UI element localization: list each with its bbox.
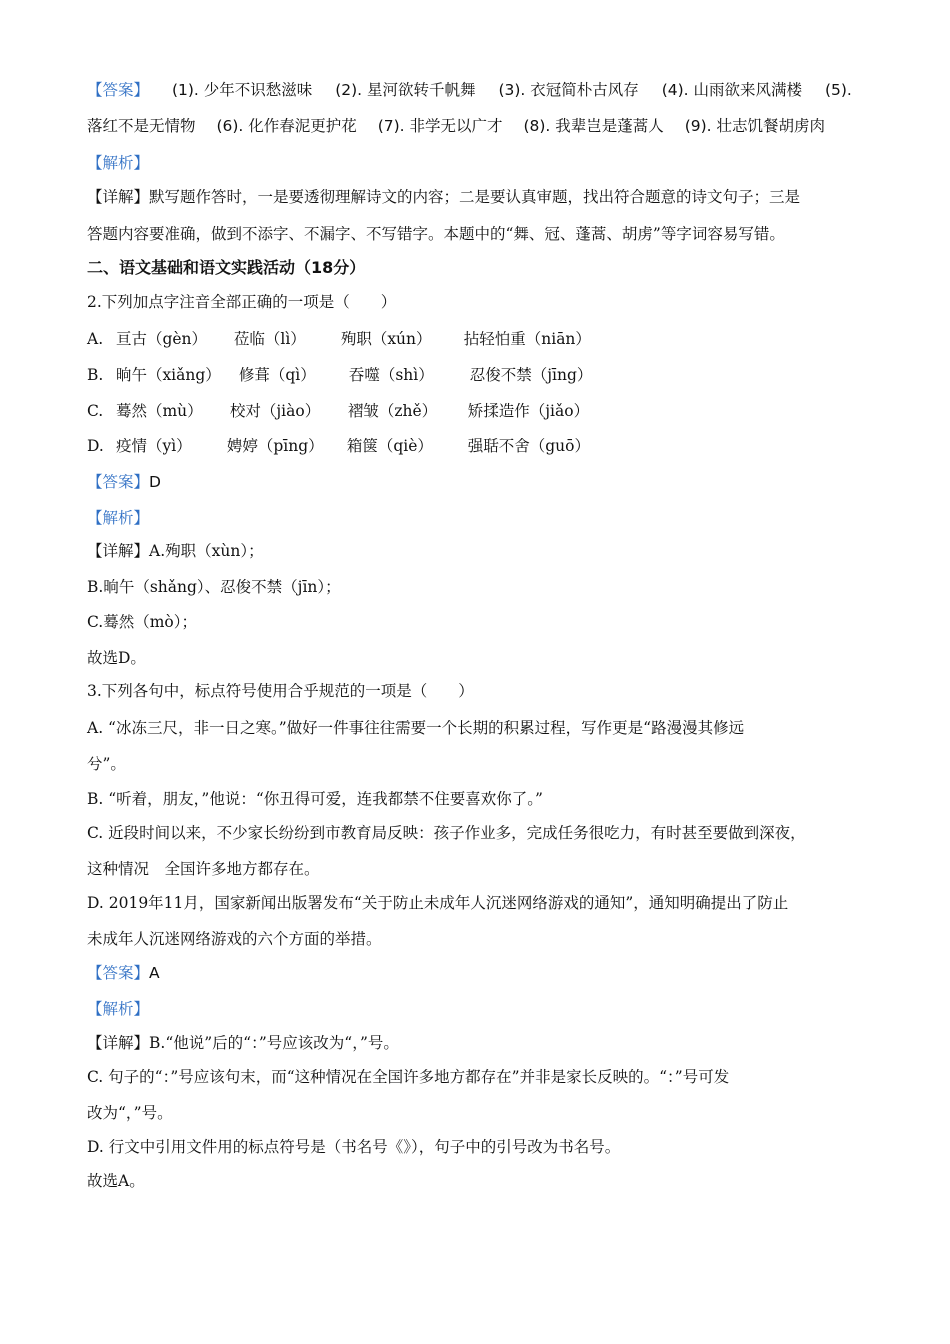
q3-detail-line5: 故选A。 (87, 1172, 145, 1190)
q2-detail-line1 (87, 540, 264, 562)
option-label: B. (87, 366, 104, 384)
q2-answer-line (87, 471, 161, 493)
q1-item-7: (7). 非学无以广才 (377, 117, 503, 135)
option-item: 矫揉造作（jiǎo） (467, 402, 590, 420)
detail-tag: 【详解】 (87, 542, 150, 560)
q2-detail-line3: C.蓦然（mò）； (87, 613, 198, 631)
q1-item-8: (8). 我辈岂是蓬蒿人 (523, 117, 664, 135)
q3-option-d-line2: 未成年人沉迷网络游戏的六个方面的举措。 (87, 930, 382, 948)
option-item: 蓦然（mù） (115, 402, 203, 420)
q1-answer-line2 (87, 115, 825, 137)
q1-item-5-text: 落红不是无情物 (87, 117, 196, 135)
option-label: D. (87, 437, 104, 455)
option-item: 晌午（xiǎng） (115, 366, 221, 384)
q2-detail-line2: B.晌午（shǎng）、忍俊不禁（jīn）； (87, 578, 341, 596)
q1-item-4: (4). 山雨欲来风满楼 (661, 81, 803, 99)
section-title: 二、语文基础和语文实践活动（18分） (87, 258, 366, 277)
q3-answer-value: A (149, 964, 160, 982)
option-item: 修葺（qì） (238, 366, 316, 384)
q3-option-a-line1: A. “冰冻三尺，非一日之寒。”做好一件事往往需要一个长期的积累过程，写作更是“路漫漫其修远 (87, 719, 745, 737)
q1-detail-text1: 默写题作答时，一是要透彻理解诗文的内容；二是要认真审题，找出符合题意的诗文句子；三是 (149, 188, 801, 206)
q1-item-5: (5). (824, 81, 852, 99)
q3-option-d-line1: D. 2019年11月，国家新闻出版署发布“关于防止未成年人沉迷网络游戏的通知”，通知明确提出了防止 (87, 894, 789, 912)
answer-tag: 【答案】 (87, 81, 150, 99)
option-item: 强聒不舍（guō） (467, 437, 590, 455)
q3-detail-line1 (87, 1032, 399, 1054)
option-item: 殉职（xún） (340, 330, 432, 348)
option-item: 拈轻怕重（niān） (463, 330, 591, 348)
option-label: A. (87, 330, 104, 348)
q2-answer-value: D (149, 473, 161, 491)
detail-tag: 【详解】 (87, 1034, 150, 1052)
q3-analysis-tag: 【解析】 (87, 1000, 150, 1018)
q1-item-6: (6). 化作春泥更护花 (216, 117, 357, 135)
option-item: 忍俊不禁（jīng） (469, 366, 593, 384)
q2-analysis-tag: 【解析】 (87, 509, 150, 527)
q2-option-d (87, 435, 590, 457)
q2-detail-line4: 故选D。 (87, 649, 146, 667)
option-item: 箱箧（qiè） (346, 437, 433, 455)
option-item: 褶皱（zhě） (347, 402, 438, 420)
detail-tag: 【详解】 (87, 188, 150, 206)
q3-stem: 3.下列各句中，标点符号使用合乎规范的一项是（ ） (87, 682, 474, 700)
option-item: 校对（jiào） (229, 402, 321, 420)
option-item: 疫情（yì） (115, 437, 192, 455)
answer-tag: 【答案】 (87, 964, 150, 982)
q1-analysis-tag: 【解析】 (87, 154, 150, 172)
q1-answer-line1 (87, 79, 852, 101)
q1-item-3: (3). 衣冠简朴古风存 (498, 81, 639, 99)
q1-item-9: (9). 壮志饥餐胡虏肉 (684, 117, 826, 135)
q1-detail-line1 (87, 186, 800, 208)
q3-answer-line (87, 962, 160, 984)
q3-detail-line4: D. 行文中引用文件用的标点符号是（书名号《》），句子中的引号改为书名号。 (87, 1138, 621, 1156)
option-label: C. (87, 402, 104, 420)
option-item: 娉婷（pīng） (226, 437, 324, 455)
option-item: 莅临（lì） (233, 330, 306, 348)
q1-item-1: (1). 少年不识愁滋味 (171, 81, 313, 99)
q2-option-c (87, 400, 589, 422)
q2-detail-text1: A.殉职（xùn）； (149, 542, 264, 560)
q3-detail-line2: C. 句子的“：”号应该句末，而“这种情况在全国许多地方都存在”并非是家长反映的。“：”号可发 (87, 1068, 730, 1086)
q3-option-c-line1: C. 近段时间以来，不少家长纷纷到市教育局反映：孩子作业多，完成任务很吃力，有时甚至要做到深夜， (87, 824, 806, 842)
q3-detail-line3: 改为“，”号。 (87, 1104, 173, 1122)
q2-option-b (87, 364, 592, 386)
option-item: 吞噬（shì） (348, 366, 434, 384)
answer-tag: 【答案】 (87, 473, 150, 491)
q3-option-a-line2: 兮”。 (87, 755, 126, 773)
q3-detail-text1: B.“他说”后的“：”号应该改为“，”号。 (149, 1034, 399, 1052)
q1-item-2: (2). 星河欲转千帆舞 (335, 81, 476, 99)
q3-option-c-line2: 这种情况 全国许多地方都存在。 (87, 860, 320, 878)
q1-detail-line2: 答题内容要准确，做到不添字、不漏字、不写错字。本题中的“舞、冠、蓬蒿、胡虏”等字词容易写错。 (87, 225, 785, 243)
q2-option-a (87, 328, 591, 350)
option-item: 亘古（gèn） (115, 330, 208, 348)
q3-option-b: B. “听着，朋友，”他说：“你丑得可爱，连我都禁不住要喜欢你了。” (87, 790, 543, 808)
q2-stem: 2.下列加点字注音全部正确的一项是（ ） (87, 293, 397, 311)
